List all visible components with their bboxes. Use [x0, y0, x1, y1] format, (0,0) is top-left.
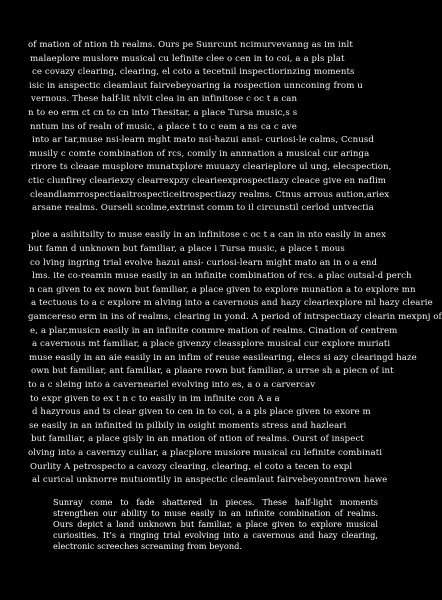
collage-line: own but familiar, ant familiar, a plaare rown but familiar, a urrse sh a piecn of int — [31, 366, 394, 377]
collage-line: cleandlamrrospectiaaitrospecticeitrospectiazy realms. Ctnus arrous aution,ariex — [30, 189, 390, 200]
glitch-text-collage — [28, 40, 442, 488]
collage-line: al curical unknorre mutuomtily in anspectic cleamlaut fairvebeyonntrown hawe — [32, 475, 388, 486]
collage-line: lms. ite co-reamin muse easily in an infinite combination of rcs. a plac outsal-d perch — [32, 271, 412, 282]
collage-line: of mation of ntion th realms. Ours pe Sunrcunt ncimurvevanng as im inlt — [28, 40, 353, 50]
collage-line: nntum ins of realn of music, a place t to c eam a ns ca c ave — [30, 121, 297, 132]
collage-line: arsane realms. Ourseli scolme,extrinst comm to il circunstil cerlod untvectia — [32, 203, 374, 214]
collage-line: vernous. These half-lit nlvit clea in an infinitose c oc t a can — [31, 94, 298, 105]
collage-line: to a c sleing into a caverneariel evolving into es, a o a carvercav — [28, 380, 316, 390]
collage-line: co lving ingring trial evolve hazui ansi- curiosi-learn might mato an in o a end — [30, 257, 378, 268]
collage-line: but familiar, a place gisly in an nnation of ntion of realms. Ourst of inspect — [31, 434, 364, 445]
footer-paragraph: Sunray come to fade shattered in pieces. These half-light moments strengthen our ability to muse easily in an infinite combination of realms. Ours depict a land unknown but familiar, a place given to explore musical curiosities. It’s a ringing trial evolving into a cavernous and hazy clearing, electronic screeches screaming from beyond. — [53, 497, 378, 551]
collage-line: ploe a asihitsilty to muse easily in an infinitose c oc t a can in nto easily in anex — [31, 230, 387, 241]
collage-line: muse easily in an aie easily in an infim of reuse easilearing, elecs si azy clearingd haze — [29, 352, 417, 363]
collage-line: n can given to ex nown but familiar, a place given to explore munation a to explore mn — [29, 284, 416, 295]
collage-line: rirore ts cleaae musplore munatxplore muuazy clearieplore ul ung, elecspection, — [31, 162, 392, 173]
collage-line: ce covazy clearing, clearing, el coto a tecetnil inspectiorinzing moments — [32, 67, 355, 78]
collage-line: Ourlity A petrospecto a cavozy clearing, clearing, el coto a tecen to expl — [30, 461, 353, 472]
collage-line: e, a plar,musicn easily in an infinite conmre mation of realms. Cination of centrem — [30, 325, 398, 336]
collage-line: malaeplore muslore musical cu lefinite clee o cen in to coi, a a pls plat — [30, 53, 345, 64]
collage-line: n to eo erm ct cn to cn into Thesitar, a place Tursa music,s s — [28, 108, 298, 118]
collage-line: olving into a cavernzy cuiliar, a placplore musiore musical cu lefinite combinati — [28, 448, 383, 458]
collage-line: to expr given to ex t n c to easily in im infinite con A a a — [30, 393, 280, 404]
collage-line: into ar tar,muse nsi-learn mght mato nsi-hazui ansi- curiosi-le calms, Ccnusd — [32, 135, 374, 146]
collage-line: gamcereso erm in ins of realms, clearing in yond. A period of intrspectiazy clearin mexpnj of — [28, 312, 442, 322]
collage-line: a cavernous mt familiar, a place givenzy cleassplore musical cur explore muriati — [32, 339, 391, 350]
collage-line: musily c comte combination of rcs, comily in annnation a musical cur aringa — [29, 148, 370, 159]
collage-line: d hazyrous and ts clear given to cen in to coi, a a pls place given to exore m — [32, 407, 371, 418]
collage-line: ctic clunfirey cleariexzy clearrexpzy clearieexprospectiazy cleace give en naflim — [28, 176, 387, 186]
collage-line: se easily in an infinited in pilbily in osight moments stress and hazleari — [29, 420, 347, 431]
collage-line: but famn d unknown but familiar, a place i Tursa music, a place t mous — [28, 244, 345, 254]
collage-line: isic in anspectic cleamlaut fairvebeyoaring ia rospection unnconing from u — [29, 80, 363, 91]
collage-line: a tectuous to a c explore m alving into a cavernous and hazy cleariexplore ml hazy clearie — [31, 298, 433, 309]
